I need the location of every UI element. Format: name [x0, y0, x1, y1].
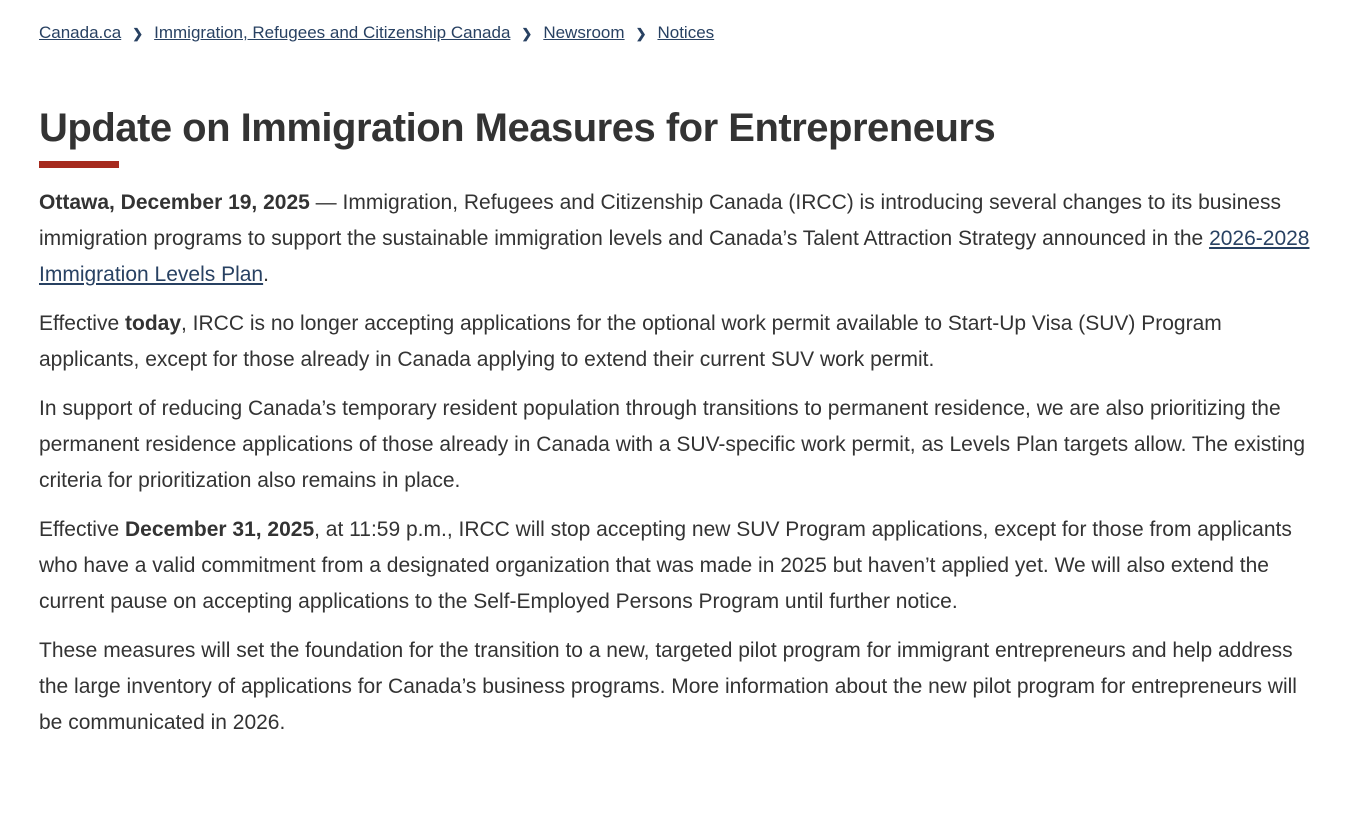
breadcrumb-link-ircc[interactable]: Immigration, Refugees and Citizenship Canada	[154, 23, 511, 42]
paragraph-text: , IRCC is no longer accepting applications for the optional work permit available to Start-Up Visa (SUV) Program applicants, except for those already in Canada applying to extend their current SUV work permit.	[39, 312, 1222, 371]
paragraph-text: Effective	[39, 312, 125, 335]
title-accent-bar	[39, 161, 119, 168]
chevron-right-icon: ❯	[132, 26, 144, 41]
breadcrumb-link-notices[interactable]: Notices	[657, 23, 715, 42]
chevron-right-icon: ❯	[635, 26, 647, 41]
bold-text: today	[125, 312, 182, 335]
paragraph-text: — Immigration, Refugees and Citizenship Canada (IRCC) is introducing several changes to its business immigration programs to support the sustainable immigration levels and Canada’s Talent Attraction Strategy announced in the	[39, 191, 1281, 250]
article-paragraph	[39, 306, 1325, 378]
breadcrumb-link-canada-ca[interactable]: Canada.ca	[39, 23, 122, 42]
breadcrumb-link-newsroom[interactable]: Newsroom	[543, 23, 625, 42]
paragraph-text: Effective	[39, 518, 125, 541]
levels-plan-link[interactable]: 2026-2028 Immigration Levels Plan	[39, 227, 1310, 286]
page-title: Update on Immigration Measures for Entrepreneurs	[39, 106, 996, 150]
article-paragraph	[39, 512, 1325, 620]
bold-text: Ottawa, December 19, 2025	[39, 191, 310, 214]
article-paragraph	[39, 185, 1325, 293]
paragraph-text: .	[263, 263, 269, 286]
chevron-right-icon: ❯	[521, 26, 533, 41]
article-paragraph	[39, 391, 1325, 499]
paragraph-text: , at 11:59 p.m., IRCC will stop accepting new SUV Program applications, except for those from applicants who have a valid commitment from a designated organization that was made in 2025 but haven’t applied yet. We will also extend the current pause on accepting applications to the Self-Employed Persons Program until further notice.	[39, 518, 1292, 613]
paragraph-text: In support of reducing Canada’s temporary resident population through transitions to permanent residence, we are also prioritizing the permanent residence applications of those already in Canada with a SUV-specific work permit, as Levels Plan targets allow. The existing criteria for prioritization also remains in place.	[39, 397, 1306, 492]
article-body	[39, 185, 1325, 741]
bold-text: December 31, 2025	[125, 518, 315, 541]
breadcrumb	[39, 22, 1325, 43]
paragraph-text: These measures will set the foundation for the transition to a new, targeted pilot program for immigrant entrepreneurs and help address the large inventory of applications for Canada’s business programs. More information about the new pilot program for entrepreneurs will be communicated in 2026.	[39, 639, 1297, 734]
article-paragraph	[39, 633, 1325, 741]
